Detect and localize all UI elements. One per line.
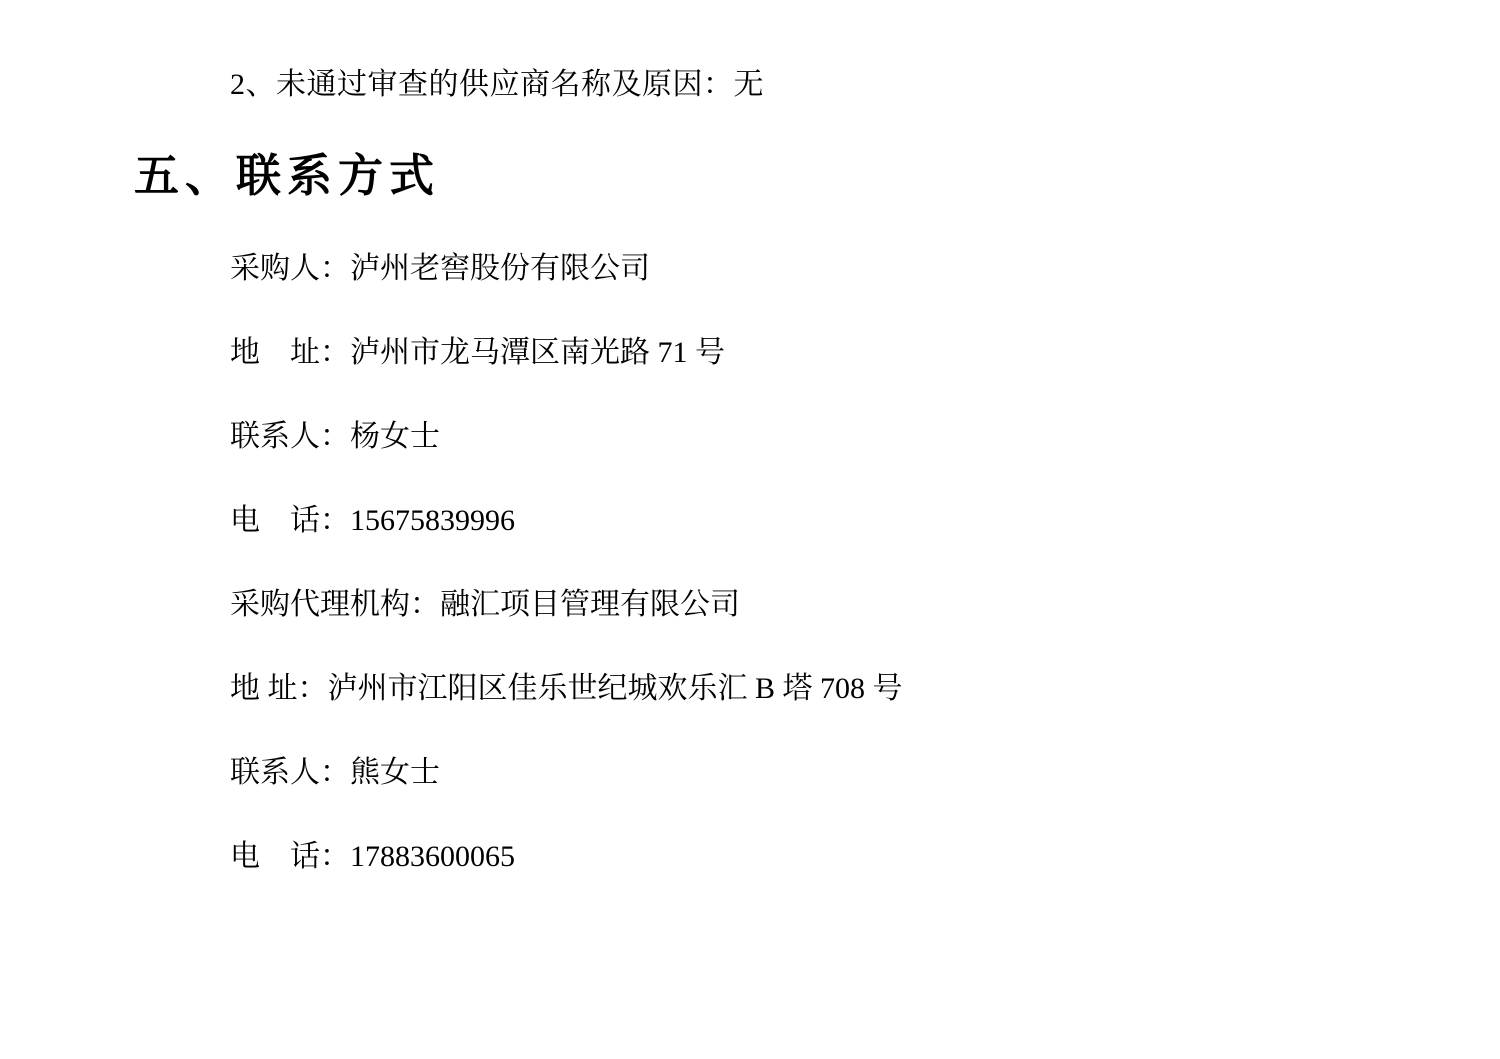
unqualified-suppliers-paragraph: 2、未通过审查的供应商名称及原因：无 (230, 68, 764, 101)
purchaser-phone-line: 电 话：15675839996 (230, 503, 515, 537)
purchaser-address-line: 地 址：泸州市龙马潭区南光路 71 号 (230, 335, 725, 369)
contact-section-heading: 五、联系方式 (134, 151, 441, 201)
purchaser-contact-person-line: 联系人：杨女士 (230, 419, 440, 453)
agency-line: 采购代理机构：融汇项目管理有限公司 (230, 587, 740, 621)
agency-phone-line: 电 话：17883600065 (230, 839, 515, 873)
agency-address-line: 地 址：泸州市江阳区佳乐世纪城欢乐汇 B 塔 708 号 (230, 671, 903, 705)
agency-contact-person-line: 联系人：熊女士 (230, 755, 440, 789)
document-body (120, 70, 1380, 872)
purchaser-line: 采购人：泸州老窖股份有限公司 (230, 251, 650, 285)
